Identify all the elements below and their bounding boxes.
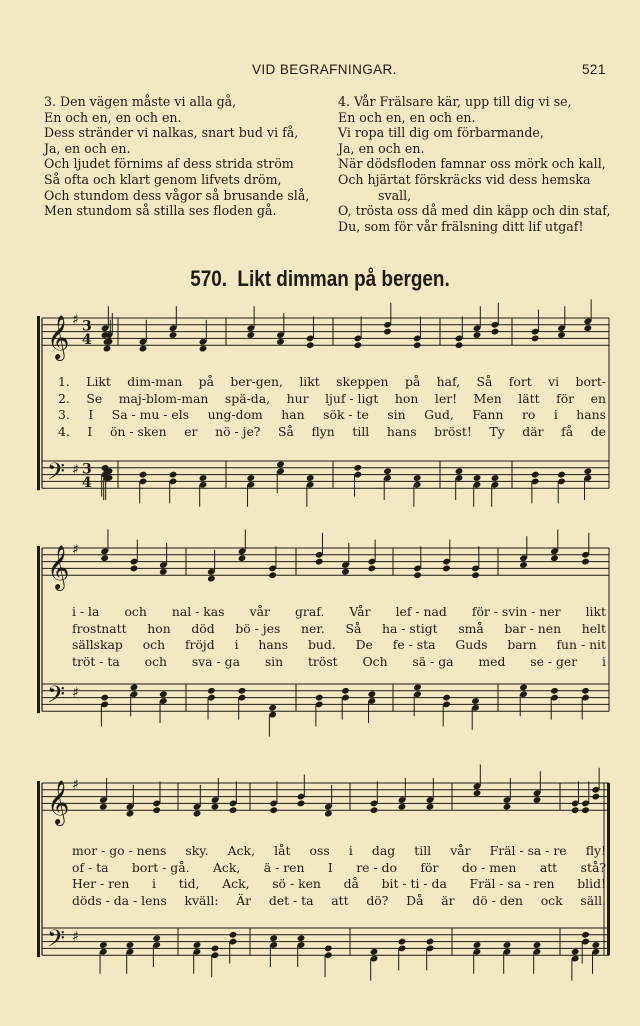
lyric-syllable: på <box>198 374 214 389</box>
lyric-syllable: ner. <box>301 620 325 636</box>
notehead <box>353 341 362 349</box>
lyric-syllable: bar - nen <box>504 620 562 636</box>
lyric-syllable: bit - ti - da <box>381 876 447 891</box>
lyric-syllable: ä - ren <box>263 859 305 875</box>
lyric-syllable: se - ger <box>530 653 578 669</box>
lyric-syllable: de <box>590 423 606 439</box>
lyric-syllable: sin <box>387 407 406 422</box>
notehead <box>503 803 512 811</box>
lyric-syllable: i <box>152 876 157 891</box>
lyric-syllable: och <box>142 637 166 652</box>
notehead <box>103 345 112 353</box>
notehead <box>268 571 277 579</box>
notehead <box>100 694 109 702</box>
notehead <box>193 810 202 818</box>
notehead <box>269 934 278 942</box>
notehead <box>199 345 208 353</box>
verse-line: Du, som för vår frälsning ditt lif utgaf! <box>338 218 584 234</box>
lyric-syllable: 1. <box>58 374 70 389</box>
lyric-syllable: lef - nad <box>395 604 447 619</box>
time-signature-icon: 3 <box>82 318 92 335</box>
notehead <box>353 464 362 472</box>
bass-clef-icon: 𝄢 <box>47 924 66 958</box>
verse-line: Dess stränder vi nalkas, snart bud vi få, <box>44 125 299 141</box>
hymn-name: Likt dimman på bergen. <box>237 266 450 291</box>
lyric-syllable: Her - ren <box>72 876 130 891</box>
lyric-syllable: mor - go - nens <box>72 843 167 858</box>
lyric-syllable: ung-dom <box>207 407 263 422</box>
notehead <box>531 471 540 479</box>
lyric-syllable: nö - je? <box>215 423 261 439</box>
lyric-syllable: likt <box>585 604 606 619</box>
notehead <box>442 694 451 702</box>
verse-line: Vi ropa till dig om förbarmande, <box>338 125 544 141</box>
notehead <box>491 328 500 336</box>
lyric-syllable: låt <box>274 843 291 858</box>
lyric-line <box>0 893 640 909</box>
lyric-syllable: sva - ga <box>191 653 240 669</box>
notehead <box>503 941 512 949</box>
verse-line: Och stundom dess vågor så brusande slå, <box>44 187 310 203</box>
notehead <box>370 806 379 814</box>
notehead <box>238 687 247 695</box>
lyric-line <box>0 391 640 407</box>
lyric-syllable: of - ta <box>72 859 109 875</box>
lyric-syllable: graf. <box>294 604 325 619</box>
notehead <box>383 467 392 475</box>
notehead <box>550 554 559 562</box>
notehead <box>471 571 480 579</box>
lyric-syllable: 2. <box>58 390 70 406</box>
notehead <box>152 934 161 942</box>
sharp-icon: ♯ <box>72 684 79 701</box>
notehead <box>471 697 480 705</box>
lyric-syllable: och <box>144 653 167 669</box>
lyric-syllable: är <box>441 892 455 908</box>
notehead <box>159 690 168 698</box>
notehead <box>571 948 580 956</box>
lyric-syllable: att <box>331 892 349 908</box>
notehead <box>583 467 592 475</box>
lyric-syllable: vi <box>548 374 560 389</box>
lyric-syllable: I <box>88 407 94 422</box>
lyric-syllable: en <box>590 390 606 406</box>
lyric-syllable: likt <box>299 374 320 389</box>
lyric-syllable: Fräl - sa - re <box>489 843 567 858</box>
lyric-syllable: ler! <box>434 390 458 406</box>
notehead <box>519 561 528 569</box>
notehead <box>100 554 109 562</box>
notehead <box>367 565 376 573</box>
notehead <box>126 941 135 949</box>
verse-line: O, trösta oss då med din käpp och din staf, <box>338 203 611 219</box>
notehead <box>581 931 590 939</box>
lyric-syllable: Likt <box>86 374 111 389</box>
lyric-syllable: döds - da - lens <box>72 892 167 908</box>
lyric-syllable: dag <box>371 843 396 858</box>
lyric-syllable: Så <box>345 620 362 636</box>
lyric-syllable: 4. <box>58 423 70 439</box>
notehead <box>324 810 333 818</box>
lyric-syllable: frostnatt <box>72 620 127 636</box>
notehead <box>211 945 220 953</box>
lyric-syllable: för <box>556 390 575 406</box>
notehead <box>246 331 255 339</box>
lyric-line <box>0 424 640 440</box>
notehead <box>315 694 324 702</box>
lyric-line <box>0 604 640 620</box>
treble-clef-icon: 𝄞 <box>47 545 70 590</box>
notehead <box>442 565 451 573</box>
lyric-syllable: sky. <box>185 843 209 858</box>
lyric-syllable: sin <box>264 653 284 669</box>
lyric-syllable: säll. <box>580 892 606 908</box>
lyric-syllable: haf, <box>436 374 461 389</box>
notehead <box>238 554 247 562</box>
time-signature-icon: 4 <box>82 475 92 492</box>
notehead <box>473 331 482 339</box>
notehead <box>533 796 542 804</box>
lyric-syllable: fe - sta <box>392 637 436 652</box>
sharp-icon: ♯ <box>72 928 79 945</box>
sharp-icon: ♯ <box>72 461 79 478</box>
notehead <box>583 324 592 332</box>
notehead <box>426 803 435 811</box>
lyric-syllable: dö? <box>366 892 389 908</box>
sharp-icon: ♯ <box>72 542 79 558</box>
verse-line: En och en, en och en. <box>44 109 182 125</box>
lyric-syllable: små <box>458 620 484 636</box>
lyric-line <box>0 637 640 653</box>
notehead <box>99 803 108 811</box>
notehead <box>519 684 528 692</box>
section-title: VID BEGRAFNINGAR. <box>252 62 397 77</box>
lyric-syllable: för - svin - ner <box>471 604 561 619</box>
notehead <box>581 687 590 695</box>
notehead <box>473 941 482 949</box>
notehead <box>581 806 590 814</box>
notehead <box>324 945 333 953</box>
lyric-syllable: barn <box>507 637 537 652</box>
notehead <box>297 934 306 942</box>
lyric-syllable: i <box>602 653 606 669</box>
lyric-syllable: sök - te <box>323 407 369 422</box>
notehead <box>426 938 435 946</box>
notehead <box>341 568 350 576</box>
notehead <box>139 471 148 479</box>
notehead <box>370 948 379 956</box>
lyric-syllable: få <box>561 423 574 439</box>
verse-line: En och en, en och en. <box>338 109 476 125</box>
lyric-syllable: hon <box>394 390 419 406</box>
verse-line: När dödsfloden famnar oss mörk och kall, <box>338 156 606 172</box>
lyric-syllable: hon <box>147 620 171 636</box>
lyric-syllable: ha - stigt <box>382 620 438 636</box>
notehead <box>268 704 277 712</box>
verse-line: Ja, en och en. <box>44 140 131 156</box>
lyric-syllable: 3. <box>58 407 70 422</box>
time-signature-icon: 3 <box>82 461 92 478</box>
notehead <box>99 941 108 949</box>
lyric-syllable: helt <box>581 620 606 636</box>
lyric-syllable: Vår <box>349 604 371 619</box>
lyric-syllable: flyn <box>311 423 335 439</box>
lyric-syllable: fly! <box>585 843 606 858</box>
bass-clef-icon: 𝄢 <box>47 457 66 491</box>
lyric-syllable: då <box>343 876 359 891</box>
lyric-syllable: do - men <box>461 859 517 875</box>
lyric-syllable: De <box>355 637 373 652</box>
lyric-syllable: han <box>281 407 305 422</box>
lyric-syllable: bud. <box>307 637 336 652</box>
notehead <box>139 345 148 353</box>
notehead <box>297 800 306 808</box>
notehead <box>207 687 216 695</box>
lyric-syllable: I <box>327 859 333 875</box>
lyric-syllable: er <box>184 423 198 439</box>
lyric-syllable: hans <box>386 423 417 439</box>
notehead <box>130 565 139 573</box>
notehead <box>126 810 135 818</box>
notehead <box>531 335 540 343</box>
notehead <box>229 931 238 939</box>
lyric-line <box>0 876 640 892</box>
lyric-syllable: nal - kas <box>171 604 225 619</box>
lyric-line <box>0 860 640 876</box>
notehead <box>306 341 315 349</box>
notehead <box>413 341 422 349</box>
notehead <box>398 803 407 811</box>
notehead <box>211 803 220 811</box>
notehead <box>246 474 255 482</box>
bass-clef-icon: 𝄢 <box>47 680 66 714</box>
lyric-syllable: Och <box>362 653 388 669</box>
notehead <box>229 806 238 814</box>
lyric-syllable: lätt <box>518 390 540 406</box>
lyric-syllable: skeppen <box>336 374 389 389</box>
notehead <box>199 474 208 482</box>
lyric-syllable: Men <box>473 390 502 406</box>
lyric-syllable: maj-blom-man <box>118 390 209 406</box>
notehead <box>533 941 542 949</box>
lyric-syllable: där <box>522 423 544 439</box>
lyric-syllable: Gud, <box>424 407 454 422</box>
lyric-syllable: bort- <box>575 374 606 389</box>
notehead <box>473 474 482 482</box>
lyric-line <box>0 621 640 637</box>
lyric-syllable: Se <box>86 390 103 406</box>
lyric-line <box>0 654 640 670</box>
verse-line: 4. Vår Frälsare kär, upp till dig vi se, <box>338 94 572 109</box>
notehead <box>130 684 139 692</box>
lyric-syllable: kväll: <box>184 892 219 908</box>
lyric-syllable: bröst! <box>434 423 472 439</box>
lyric-line <box>0 843 640 859</box>
lyric-syllable: dim-man <box>127 374 183 389</box>
lyric-syllable: Guds <box>455 637 488 652</box>
notehead <box>269 806 278 814</box>
lyric-syllable: Ack, <box>212 859 241 875</box>
lyric-syllable: oss <box>309 843 330 858</box>
lyric-syllable: I <box>87 423 93 439</box>
lyric-syllable: i - la <box>72 604 100 619</box>
lyric-syllable: spä-da, <box>224 390 271 406</box>
notehead <box>591 793 600 801</box>
notehead <box>169 471 178 479</box>
lyric-syllable: till <box>352 423 370 439</box>
time-signature-icon: 4 <box>82 332 92 349</box>
lyric-syllable: sä - ga <box>412 653 454 669</box>
lyric-syllable: ock <box>540 892 563 908</box>
lyric-syllable: hur <box>286 390 309 406</box>
lyric-line <box>0 374 640 390</box>
lyric-syllable: tröst <box>307 653 338 669</box>
lyric-syllable: ber-gen, <box>230 374 283 389</box>
lyric-syllable: på <box>404 374 421 389</box>
notehead <box>455 467 464 475</box>
verse-line: Och ljudet förnims af dess strida ström <box>44 156 294 172</box>
lyric-syllable: i <box>348 843 353 858</box>
lyric-syllable: hans <box>576 407 606 422</box>
lyric-syllable: vår <box>450 843 471 858</box>
notehead <box>383 328 392 336</box>
lyric-syllable: för <box>420 859 439 875</box>
lyric-syllable: vår <box>249 604 270 619</box>
notehead <box>306 474 315 482</box>
sharp-icon: ♯ <box>72 777 79 793</box>
notehead <box>398 938 407 946</box>
lyric-syllable: stå? <box>580 859 606 875</box>
lyric-syllable: fröjd <box>184 637 215 652</box>
verse-line: Och hjärtat förskräcks vid dess hemska <box>338 171 591 187</box>
notehead <box>557 331 566 339</box>
lyric-syllable: blid! <box>577 876 606 891</box>
lyric-syllable: sö - ken <box>272 876 321 891</box>
notehead <box>413 684 422 692</box>
verse-line: 3. Den vägen måste vi alla gå, <box>44 94 237 109</box>
notehead <box>193 941 202 949</box>
notehead <box>413 571 422 579</box>
lyric-syllable: Sa - mu - els <box>111 407 190 422</box>
sharp-icon: ♯ <box>72 312 79 328</box>
lyric-syllable: re - do <box>356 859 397 875</box>
hymn-number: 570. <box>190 266 228 291</box>
lyric-syllable: Fräl - sa - ren <box>469 876 555 891</box>
notehead <box>413 474 422 482</box>
notehead <box>207 575 216 583</box>
verse-line: Ja, en och en. <box>338 140 425 156</box>
notehead <box>455 341 464 349</box>
lyric-syllable: till <box>414 843 432 858</box>
notehead <box>581 558 590 566</box>
lyric-syllable: Är <box>236 892 252 908</box>
notehead <box>276 461 285 469</box>
lyric-syllable: Så <box>476 374 493 389</box>
notehead <box>473 789 482 797</box>
lyric-syllable: ön - sken <box>109 423 167 439</box>
lyric-syllable: tid, <box>178 876 200 891</box>
notehead <box>591 941 600 949</box>
lyric-syllable: ro <box>521 407 536 422</box>
lyric-syllable: Då <box>406 892 424 908</box>
notehead <box>367 690 376 698</box>
verse-line: Men stundom så stilla ses floden gå. <box>44 203 277 219</box>
lyric-syllable: hans <box>258 637 289 652</box>
notehead <box>315 558 324 566</box>
notehead <box>491 474 500 482</box>
lyric-syllable: sällskap <box>72 637 123 652</box>
lyric-syllable: i <box>553 407 558 422</box>
notehead <box>152 806 161 814</box>
notehead <box>159 568 168 576</box>
notehead <box>276 338 285 346</box>
lyric-syllable: Ty <box>489 423 505 439</box>
lyric-syllable: död <box>191 620 215 636</box>
lyric-syllable: det - ta <box>268 892 314 908</box>
lyric-syllable: bö - jes <box>235 620 281 636</box>
notehead <box>557 471 566 479</box>
lyric-syllable: Fann <box>472 407 504 422</box>
lyric-syllable: Så <box>278 423 294 439</box>
lyric-syllable: bort - gå. <box>131 859 190 875</box>
lyric-syllable: och <box>124 604 147 619</box>
lyric-syllable: ljuf - ligt <box>325 390 379 406</box>
lyric-line <box>0 407 640 423</box>
notehead <box>571 806 580 814</box>
notehead <box>169 331 178 339</box>
lyric-syllable: fort <box>508 374 532 389</box>
treble-clef-icon: 𝄞 <box>47 315 70 360</box>
verse-line: svall, <box>378 187 412 203</box>
notehead <box>550 687 559 695</box>
lyric-syllable: i <box>234 637 239 652</box>
treble-clef-icon: 𝄞 <box>47 780 70 825</box>
notehead <box>341 687 350 695</box>
lyric-syllable: med <box>478 653 506 669</box>
lyric-syllable: Ack, <box>227 843 256 858</box>
lyric-syllable: dö - den <box>472 892 523 908</box>
lyric-syllable: tröt - ta <box>72 653 120 669</box>
page-number: 521 <box>582 62 606 77</box>
lyric-syllable: Ack, <box>222 876 250 891</box>
lyric-syllable: att <box>539 859 558 875</box>
lyric-syllable: fun - nit <box>556 637 606 652</box>
verse-line: Så ofta och klart genom lifvets dröm, <box>44 171 282 187</box>
